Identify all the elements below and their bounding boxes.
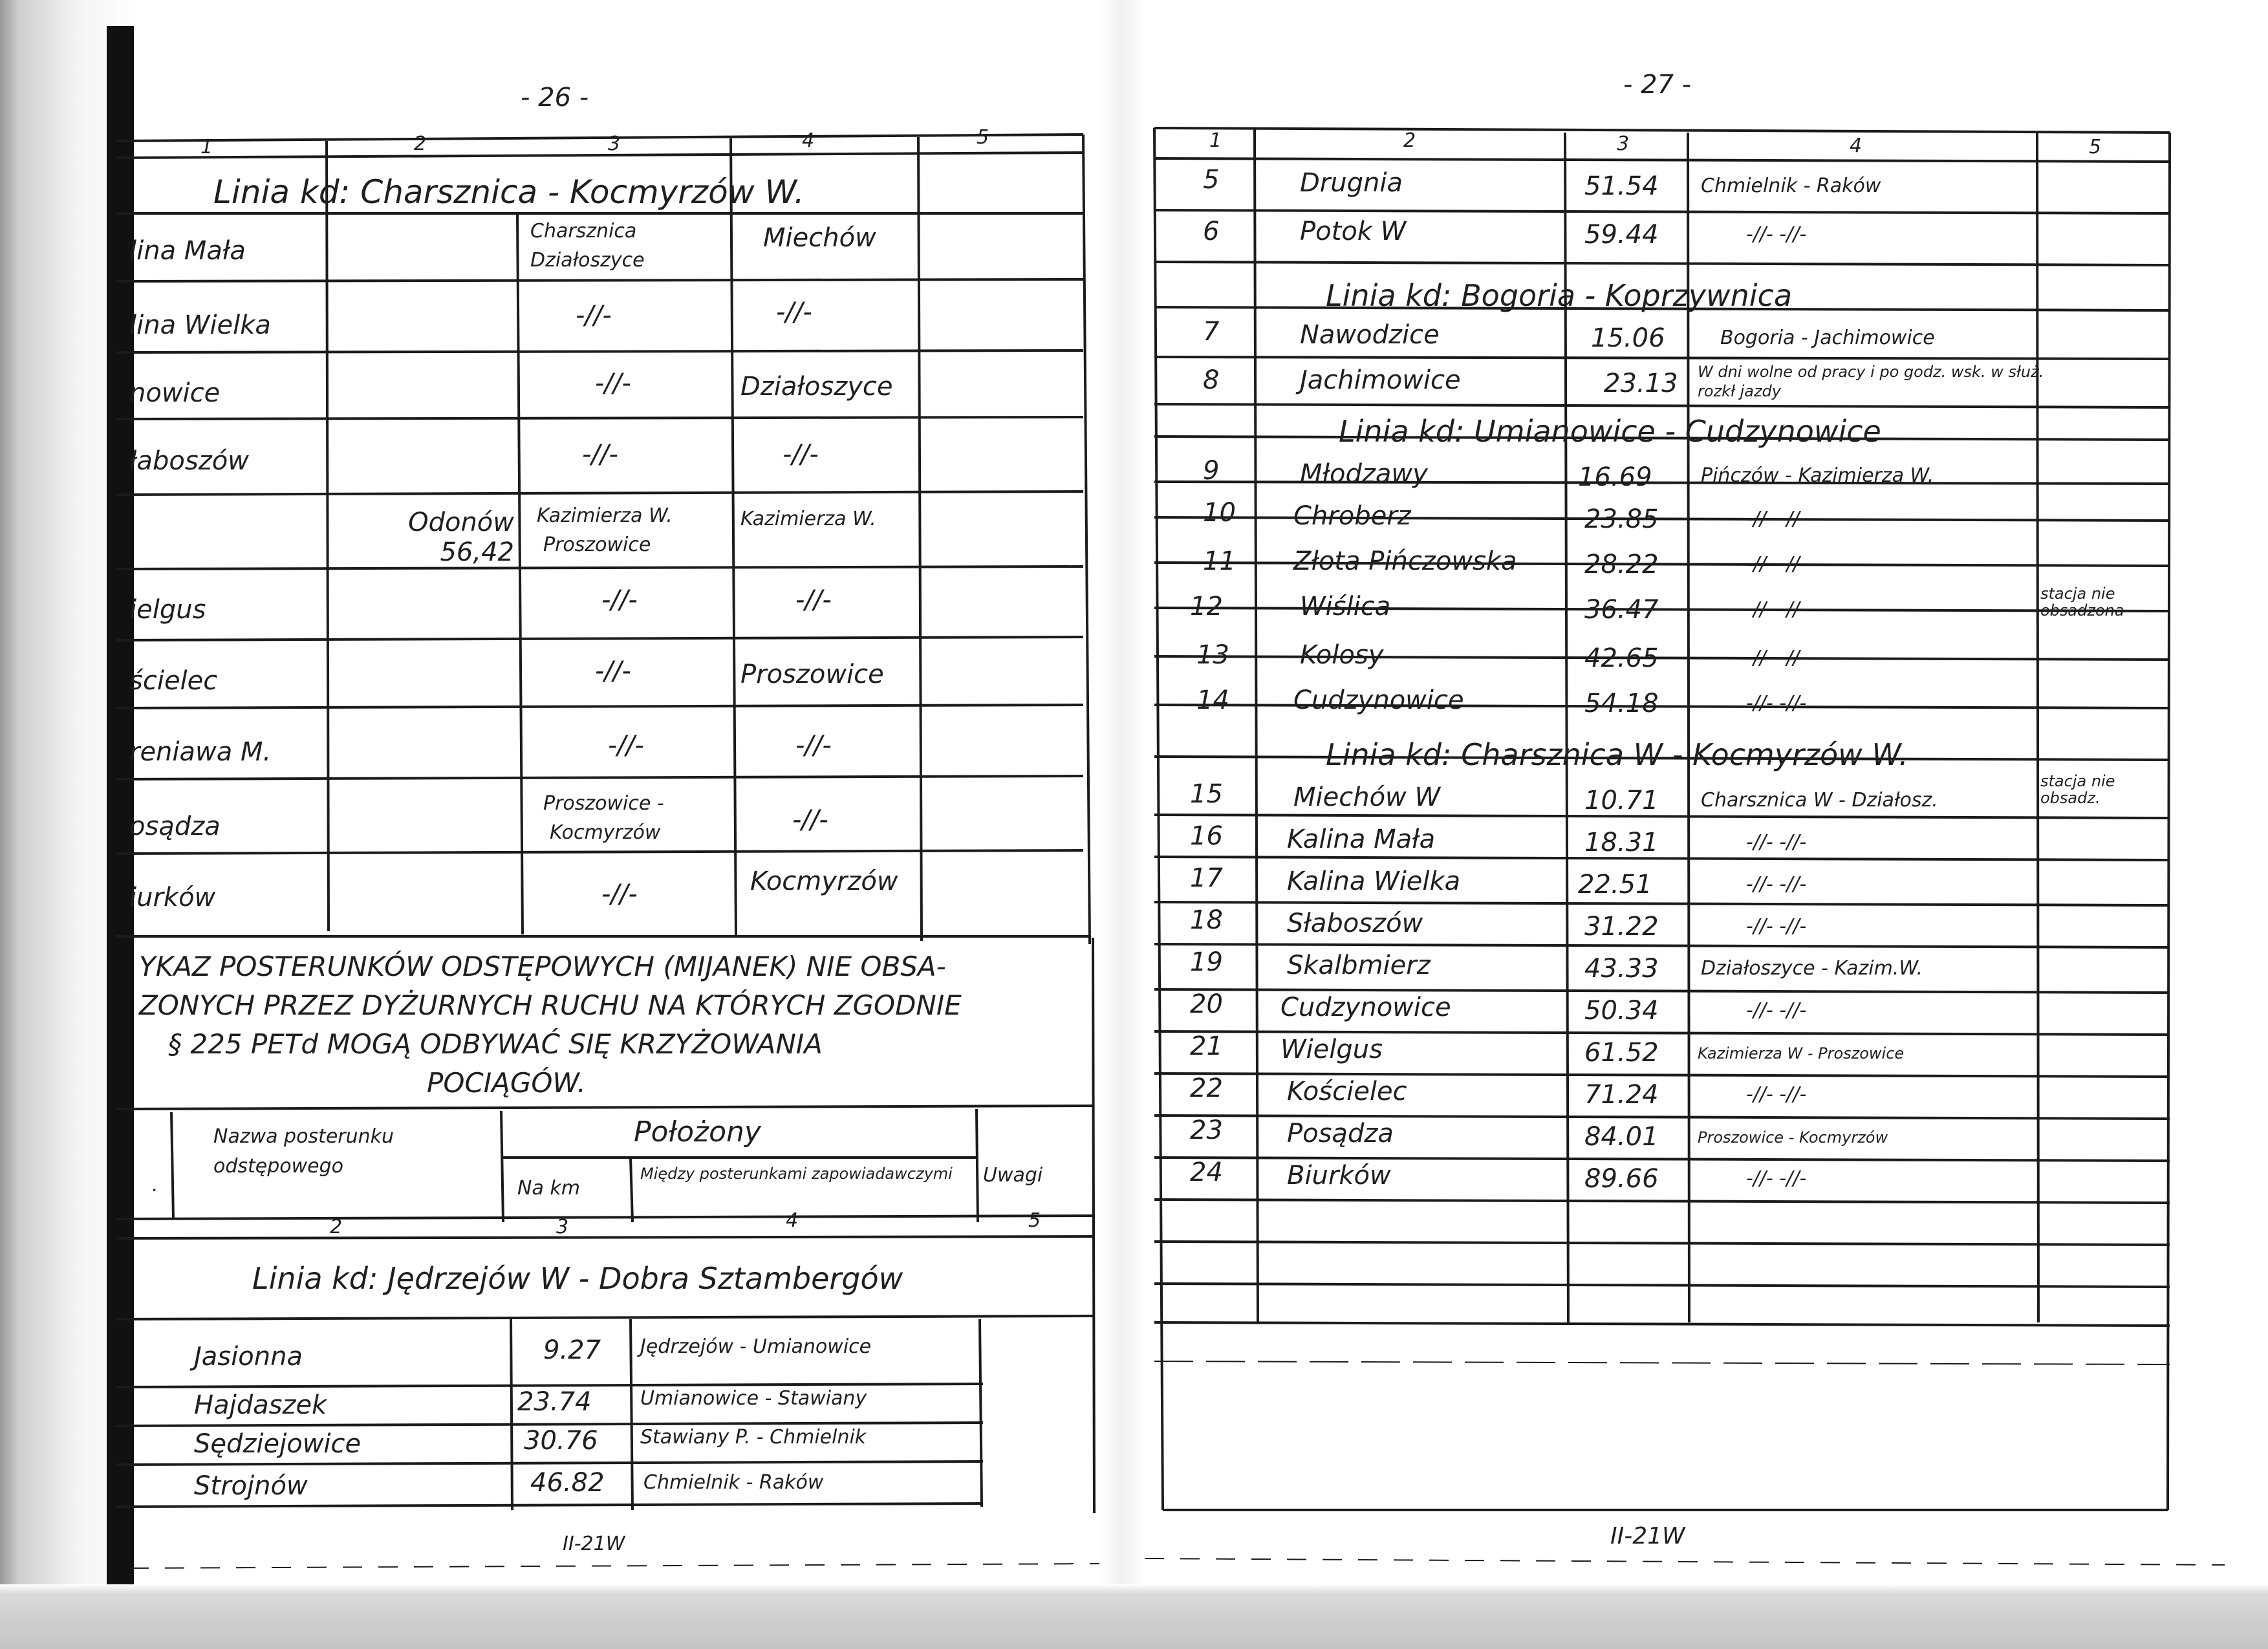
left-row-8-name: reniawa M. bbox=[129, 737, 272, 767]
left-row-7-station: -//- bbox=[595, 656, 631, 686]
left-row-2-name: lina Wielka bbox=[129, 310, 271, 340]
right-title-bogoria: Linia kd: Bogoria - Koprzywnica bbox=[1326, 278, 1793, 313]
right-row-6-name: Potok W bbox=[1300, 217, 1407, 246]
table2-row-4-km: 46.82 bbox=[530, 1468, 605, 1498]
right-row-14-name: Cudzynowice bbox=[1293, 685, 1464, 715]
right-row-11-no: 11 bbox=[1203, 546, 1236, 576]
left-row-7-name: ścielec bbox=[129, 666, 218, 696]
left-row-9-station-a: Proszowice - bbox=[543, 792, 664, 815]
right-row-20-name: Cudzynowice bbox=[1280, 993, 1451, 1022]
left-row-3-between: Działoszyce bbox=[740, 372, 893, 402]
left-row-3-station: -//- bbox=[595, 369, 631, 398]
left-row-3-name: nowice bbox=[129, 378, 221, 408]
right-row-8-km: 23.13 bbox=[1604, 369, 1678, 398]
right-row-9-km: 16.69 bbox=[1578, 462, 1652, 492]
table2-row-4-name: Strojnów bbox=[194, 1471, 308, 1501]
right-title-charsznica: Linia kd: Charsznica W - Kocmyrzów W. bbox=[1326, 737, 1908, 772]
right-row-11-name: Złota Pińczowska bbox=[1293, 546, 1517, 576]
right-row-8-no: 8 bbox=[1203, 365, 1220, 395]
table2-col-na-km: Na km bbox=[517, 1177, 580, 1200]
table2-colnum-4: 4 bbox=[786, 1209, 799, 1232]
right-row-14-km: 54.18 bbox=[1584, 689, 1659, 718]
wykaz-heading-line-3: § 225 PETd MOGĄ ODBYWAĆ SIĘ KRZYŻOWANIA bbox=[168, 1028, 823, 1060]
left-row-2-station: -//- bbox=[576, 301, 612, 330]
right-row-12-no: 12 bbox=[1190, 592, 1223, 621]
left-page-number: - 26 - bbox=[521, 83, 589, 113]
right-row-18-name: Słaboszów bbox=[1287, 909, 1423, 938]
left-row-6-name: ielgus bbox=[129, 595, 206, 625]
right-header-col-5: 5 bbox=[2089, 136, 2102, 158]
right-row-15-between: Charsznica W - Działosz. bbox=[1701, 789, 1938, 812]
right-row-22-no: 22 bbox=[1190, 1073, 1223, 1103]
right-row-17-km: 22.51 bbox=[1578, 870, 1652, 900]
right-row-7-name: Nawodzice bbox=[1300, 320, 1440, 350]
right-row-21-no: 21 bbox=[1190, 1031, 1223, 1061]
right-row-13-name: Kolosy bbox=[1300, 640, 1384, 670]
left-row-6-station: -//- bbox=[601, 585, 638, 615]
right-row-5-between: Chmielnik - Raków bbox=[1701, 175, 1881, 197]
left-row-9-name: osądza bbox=[129, 812, 221, 841]
left-row-9-between: -//- bbox=[792, 805, 828, 835]
left-row-10-name: iurków bbox=[129, 883, 216, 912]
table2-row-1-name: Jasionna bbox=[194, 1342, 303, 1372]
left-row-4-name: łaboszów bbox=[129, 446, 249, 476]
right-row-14-no: 14 bbox=[1196, 685, 1229, 715]
right-row-21-name: Wielgus bbox=[1280, 1035, 1383, 1064]
left-row-9-station-b: Kocmyrzów bbox=[550, 821, 661, 844]
table2-colnum-2: 2 bbox=[330, 1216, 343, 1238]
right-row-16-km: 18.31 bbox=[1584, 828, 1659, 857]
right-row-10-no: 10 bbox=[1203, 498, 1236, 528]
right-row-15-km: 10.71 bbox=[1584, 786, 1659, 815]
right-row-6-km: 59.44 bbox=[1584, 220, 1659, 250]
right-row-21-km: 61.52 bbox=[1584, 1038, 1659, 1068]
left-row-5-between: Kazimierza W. bbox=[740, 508, 876, 530]
table2-row-3-name: Sędziejowice bbox=[194, 1429, 362, 1459]
table2-col-name: Nazwa posterunku odstępowego bbox=[213, 1125, 394, 1178]
right-row-9-between: Pińczów - Kazimierza W. bbox=[1701, 464, 1934, 487]
right-row-12-between: -//- -//- bbox=[1746, 598, 1807, 621]
right-row-8-name: Jachimowice bbox=[1300, 365, 1461, 395]
right-row-10-name: Chroberz bbox=[1293, 501, 1411, 531]
table2-colnum-3: 3 bbox=[556, 1216, 569, 1238]
wykaz-heading-line-2: ZONYCH PRZEZ DYŻURNYCH RUCHU NA KTÓRYCH ZGODNIE bbox=[139, 989, 962, 1021]
right-row-11-between: -//- -//- bbox=[1746, 553, 1807, 576]
right-footer: II-21W bbox=[1610, 1523, 1685, 1549]
right-row-11-km: 28.22 bbox=[1584, 550, 1659, 579]
right-row-22-km: 71.24 bbox=[1584, 1080, 1659, 1110]
left-row-8-station: -//- bbox=[608, 731, 644, 760]
wykaz-heading-line-4: POCIĄGÓW. bbox=[427, 1067, 586, 1099]
left-header-col-5: 5 bbox=[977, 126, 989, 149]
right-row-20-no: 20 bbox=[1190, 989, 1223, 1019]
right-row-18-km: 31.22 bbox=[1584, 912, 1659, 942]
table2-colnum-1: . bbox=[152, 1174, 158, 1196]
right-row-23-between: Proszowice - Kocmyrzów bbox=[1698, 1128, 1888, 1147]
right-row-12-name: Wiślica bbox=[1300, 592, 1391, 621]
right-header-col-1: 1 bbox=[1209, 129, 1222, 152]
right-row-24-km: 89.66 bbox=[1584, 1164, 1659, 1194]
table2-col-uwagi: Uwagi bbox=[983, 1164, 1043, 1187]
table2-row-2-name: Hajdaszek bbox=[194, 1390, 327, 1420]
table2-row-4-between: Chmielnik - Raków bbox=[643, 1471, 824, 1494]
right-row-9-no: 9 bbox=[1203, 456, 1220, 486]
left-row-8-between: -//- bbox=[795, 731, 832, 760]
right-row-23-name: Posądza bbox=[1287, 1119, 1394, 1148]
right-row-16-name: Kalina Mała bbox=[1287, 824, 1436, 854]
right-row-19-between: Działoszyce - Kazim.W. bbox=[1701, 957, 1923, 980]
table2-row-2-between: Umianowice - Stawiany bbox=[640, 1387, 867, 1410]
right-row-8-between: W dni wolne od pracy i po godz. wsk. w służ. rozkł jazdy bbox=[1698, 363, 2044, 400]
right-row-24-name: Biurków bbox=[1287, 1161, 1391, 1191]
left-row-1-name: lina Mała bbox=[129, 236, 246, 266]
table2-row-1-between: Jędrzejów - Umianowice bbox=[640, 1335, 872, 1358]
left-header-col-1: 1 bbox=[200, 136, 213, 158]
table2-row-3-between: Stawiany P. - Chmielnik bbox=[640, 1426, 867, 1449]
right-header-col-4: 4 bbox=[1850, 135, 1863, 157]
right-page-number: - 27 - bbox=[1623, 70, 1692, 100]
right-row-12-km: 36.47 bbox=[1584, 595, 1659, 625]
left-row-5-km: Odonów 56,42 bbox=[408, 508, 514, 567]
right-row-18-between: -//- -//- bbox=[1746, 915, 1807, 938]
right-row-16-no: 16 bbox=[1190, 821, 1223, 851]
right-row-19-name: Skalbmierz bbox=[1287, 951, 1431, 980]
right-title-umianowice: Linia kd: Umianowice - Cudzynowice bbox=[1339, 414, 1881, 449]
right-row-22-name: Kościelec bbox=[1287, 1077, 1407, 1106]
left-row-7-between: Proszowice bbox=[740, 660, 884, 689]
left-row-2-between: -//- bbox=[776, 297, 812, 327]
right-row-15-note: stacja nie obsadz. bbox=[2040, 772, 2115, 807]
right-row-17-no: 17 bbox=[1190, 863, 1223, 893]
right-row-5-km: 51.54 bbox=[1584, 171, 1659, 201]
right-row-5-name: Drugnia bbox=[1300, 168, 1403, 198]
right-row-6-between: -//- -//- bbox=[1746, 223, 1807, 246]
right-row-24-between: -//- -//- bbox=[1746, 1167, 1807, 1190]
left-line-title: Linia kd: Charsznica - Kocmyrzów W. bbox=[213, 173, 805, 211]
right-row-21-between: Kazimierza W - Proszowice bbox=[1698, 1044, 1905, 1062]
right-row-20-km: 50.34 bbox=[1584, 996, 1659, 1026]
right-row-23-no: 23 bbox=[1190, 1116, 1223, 1145]
right-header-col-3: 3 bbox=[1617, 133, 1630, 155]
right-row-24-no: 24 bbox=[1190, 1158, 1223, 1187]
table2-row-2-km: 23.74 bbox=[517, 1387, 592, 1417]
right-row-12-note: stacja nie obsadzona bbox=[2040, 585, 2124, 620]
table2-line-title: Linia kd: Jędrzejów W - Dobra Sztambergów bbox=[252, 1261, 903, 1296]
table2-colnum-5: 5 bbox=[1028, 1209, 1041, 1232]
left-row-4-station: -//- bbox=[582, 440, 618, 469]
right-row-18-no: 18 bbox=[1190, 905, 1223, 935]
right-row-15-no: 15 bbox=[1190, 779, 1223, 809]
right-row-17-between: -//- -//- bbox=[1746, 873, 1807, 896]
right-row-13-no: 13 bbox=[1196, 640, 1229, 670]
left-header-col-3: 3 bbox=[608, 133, 621, 155]
right-row-6-no: 6 bbox=[1203, 217, 1220, 246]
right-header-col-2: 2 bbox=[1403, 129, 1416, 152]
right-row-10-between: -//- -//- bbox=[1746, 508, 1807, 530]
right-row-7-between: Bogoria - Jachimowice bbox=[1720, 327, 1935, 349]
right-row-17-name: Kalina Wielka bbox=[1287, 867, 1461, 896]
right-row-14-between: -//- -//- bbox=[1746, 692, 1807, 715]
right-row-19-km: 43.33 bbox=[1584, 954, 1659, 984]
left-row-5-station-b: Proszowice bbox=[543, 534, 651, 556]
right-row-13-between: -//- -//- bbox=[1746, 647, 1807, 669]
right-row-15-name: Miechów W bbox=[1293, 782, 1441, 812]
left-row-1-station-b: Działoszyce bbox=[530, 249, 645, 272]
wykaz-heading-line-1: YKAZ POSTERUNKÓW ODSTĘPOWYCH (MIJANEK) NIE OBSA- bbox=[139, 951, 946, 982]
table2-row-1-km: 9.27 bbox=[543, 1335, 601, 1365]
left-footer: II-21W bbox=[563, 1533, 625, 1555]
right-row-7-no: 7 bbox=[1203, 317, 1220, 347]
table2-row-3-km: 30.76 bbox=[524, 1426, 598, 1456]
right-row-19-no: 19 bbox=[1190, 947, 1223, 977]
right-row-22-between: -//- -//- bbox=[1746, 1083, 1807, 1106]
left-header-col-2: 2 bbox=[414, 133, 427, 155]
right-row-16-between: -//- -//- bbox=[1746, 831, 1807, 854]
right-row-9-name: Młodzawy bbox=[1300, 459, 1428, 489]
left-row-4-between: -//- bbox=[783, 440, 819, 469]
left-row-6-between: -//- bbox=[795, 585, 832, 615]
left-header-col-4: 4 bbox=[802, 129, 815, 152]
table2-col-polozony: Położony bbox=[634, 1116, 761, 1148]
right-row-13-km: 42.65 bbox=[1584, 643, 1659, 673]
left-row-5-station-a: Kazimierza W. bbox=[537, 504, 673, 527]
right-row-7-km: 15.06 bbox=[1591, 323, 1665, 353]
table2-col-miedzy: Między posterunkami zapowiadawczymi bbox=[640, 1165, 953, 1183]
left-row-1-station-a: Charsznica bbox=[530, 220, 637, 242]
right-row-23-km: 84.01 bbox=[1584, 1122, 1659, 1152]
left-row-10-between: Kocmyrzów bbox=[750, 867, 898, 896]
right-row-20-between: -//- -//- bbox=[1746, 999, 1807, 1022]
right-row-10-km: 23.85 bbox=[1584, 504, 1659, 534]
left-row-1-between: Miechów bbox=[763, 223, 876, 253]
left-row-10-station: -//- bbox=[601, 879, 638, 909]
right-row-5-no: 5 bbox=[1203, 165, 1220, 195]
